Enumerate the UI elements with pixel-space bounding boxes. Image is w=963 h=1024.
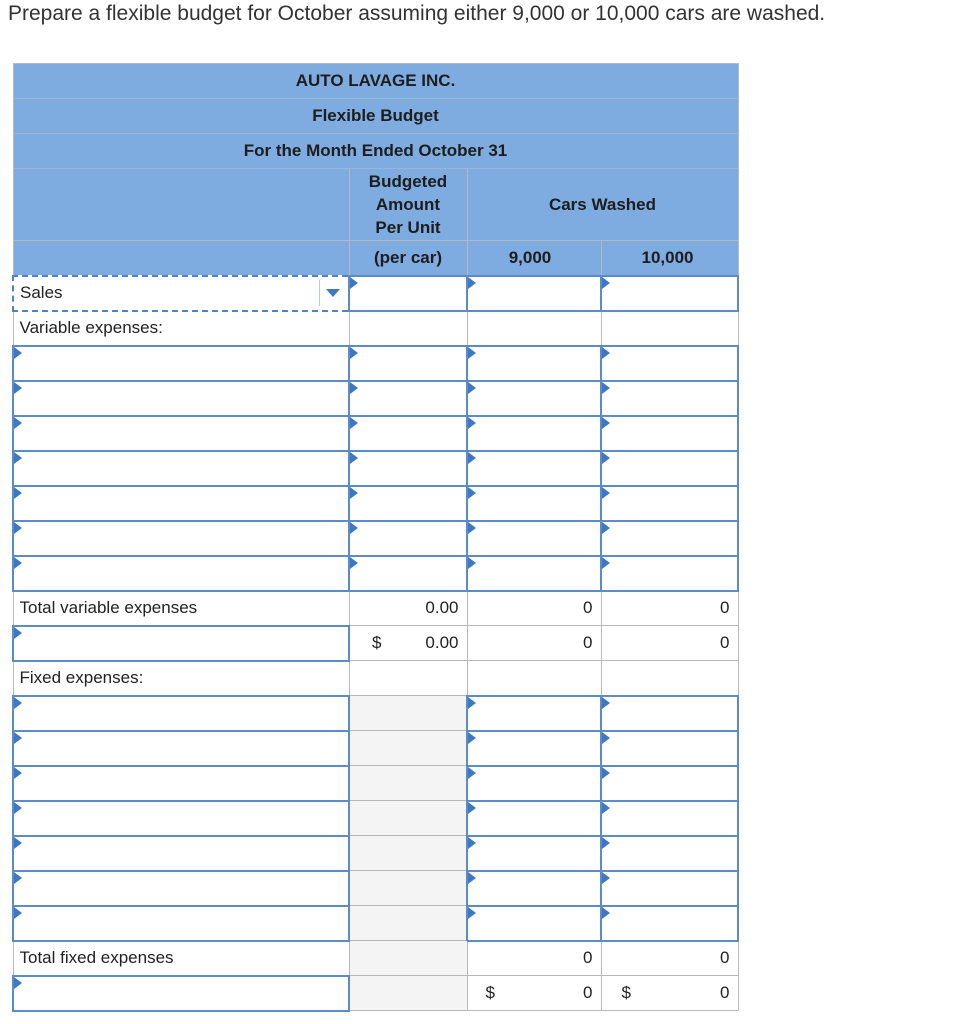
- fixed-expense-9000-input[interactable]: [467, 766, 601, 801]
- variable-expense-10000-input[interactable]: [601, 346, 738, 381]
- report-title: Flexible Budget: [13, 99, 738, 134]
- variable-expense-row: [13, 346, 738, 381]
- variable-expense-row: [13, 556, 738, 591]
- total-fixed-9000-value: 0: [467, 941, 601, 976]
- variable-expense-unit-input[interactable]: [349, 381, 467, 416]
- variable-expense-row: [13, 451, 738, 486]
- fixed-expense-row: [13, 836, 738, 871]
- per-car-header: (per car): [349, 241, 467, 276]
- sales-select-value: Sales: [20, 283, 63, 302]
- variable-expense-row: [13, 381, 738, 416]
- variable-expenses-label: Variable expenses:: [13, 311, 349, 346]
- sales-10000-input[interactable]: [601, 276, 738, 311]
- variable-expense-label-input[interactable]: [13, 346, 349, 381]
- col-10000-header: 10,000: [601, 241, 738, 276]
- total-variable-expenses-label: Total variable expenses: [13, 591, 349, 626]
- total-variable-10000-value: 0: [601, 591, 738, 626]
- flexible-budget-table: [12, 63, 739, 1012]
- fixed-unit-blank: [349, 661, 467, 696]
- variable-expense-10000-input[interactable]: [601, 556, 738, 591]
- net-income-9000-dollar-sign: $: [485, 983, 495, 1002]
- contribution-dollar-sign: $: [372, 633, 382, 652]
- fixed-expense-label-input[interactable]: [13, 906, 349, 941]
- variable-expense-9000-input[interactable]: [467, 451, 601, 486]
- total-variable-unit-value: 0.00: [349, 591, 467, 626]
- company-name: AUTO LAVAGE INC.: [13, 64, 738, 99]
- variable-expense-label-input[interactable]: [13, 451, 349, 486]
- fixed-expense-9000-input[interactable]: [467, 801, 601, 836]
- variable-expense-label-input[interactable]: [13, 486, 349, 521]
- report-period: For the Month Ended October 31: [13, 134, 738, 169]
- variable-expense-unit-input[interactable]: [349, 451, 467, 486]
- variable-unit-blank: [349, 311, 467, 346]
- variable-expense-10000-input[interactable]: [601, 381, 738, 416]
- variable-expense-unit-input[interactable]: [349, 416, 467, 451]
- variable-expense-10000-input[interactable]: [601, 486, 738, 521]
- variable-expense-10000-input[interactable]: [601, 416, 738, 451]
- net-income-label-input[interactable]: [13, 976, 349, 1011]
- budget-header-line3: Per Unit: [375, 218, 441, 237]
- col-9000-header: 9,000: [467, 241, 601, 276]
- fixed-expense-label-input[interactable]: [13, 871, 349, 906]
- total-fixed-unit-cell: [349, 941, 467, 976]
- variable-expense-label-input[interactable]: [13, 521, 349, 556]
- variable-expense-9000-input[interactable]: [467, 556, 601, 591]
- budget-header-line1: Budgeted: [368, 172, 448, 191]
- fixed-expense-unit-cell: [349, 871, 467, 906]
- fixed-expense-row: [13, 731, 738, 766]
- net-income-9000-cell: [467, 976, 601, 1011]
- net-income-9000-value: 0: [583, 983, 593, 1002]
- variable-expense-9000-input[interactable]: [467, 486, 601, 521]
- fixed-expense-row: [13, 906, 738, 941]
- fixed-expense-row: [13, 766, 738, 801]
- sales-select[interactable]: [13, 276, 349, 311]
- sales-9000-input[interactable]: [467, 276, 601, 311]
- variable-expense-9000-input[interactable]: [467, 521, 601, 556]
- fixed-expense-9000-input[interactable]: [467, 906, 601, 941]
- cars-washed-header: Cars Washed: [467, 169, 738, 241]
- instruction-text: Prepare a flexible budget for October assuming either 9,000 or 10,000 cars are washed.: [8, 2, 826, 25]
- contribution-label-input[interactable]: [13, 626, 349, 661]
- variable-expense-unit-input[interactable]: [349, 486, 467, 521]
- fixed-9000-blank: [467, 661, 601, 696]
- variable-10000-blank: [601, 311, 738, 346]
- budget-header-line2: Amount: [375, 195, 441, 214]
- fixed-expense-10000-input[interactable]: [601, 696, 738, 731]
- fixed-expense-9000-input[interactable]: [467, 731, 601, 766]
- fixed-expense-10000-input[interactable]: [601, 836, 738, 871]
- header-blank: [13, 169, 349, 241]
- contribution-unit-cell: [349, 626, 467, 661]
- sales-unit-input[interactable]: [349, 276, 467, 311]
- fixed-expense-10000-input[interactable]: [601, 801, 738, 836]
- variable-expense-9000-input[interactable]: [467, 416, 601, 451]
- total-fixed-10000-value: 0: [601, 941, 738, 976]
- fixed-expenses-label: Fixed expenses:: [13, 661, 349, 696]
- fixed-expense-row: [13, 871, 738, 906]
- fixed-expense-9000-input[interactable]: [467, 871, 601, 906]
- header-blank-2: [13, 241, 349, 276]
- variable-expense-label-input[interactable]: [13, 381, 349, 416]
- fixed-expense-10000-input[interactable]: [601, 906, 738, 941]
- fixed-expense-row: [13, 801, 738, 836]
- variable-9000-blank: [467, 311, 601, 346]
- fixed-expense-label-input[interactable]: [13, 731, 349, 766]
- variable-expense-unit-input[interactable]: [349, 556, 467, 591]
- fixed-expense-unit-cell: [349, 801, 467, 836]
- variable-expense-10000-input[interactable]: [601, 451, 738, 486]
- variable-expense-9000-input[interactable]: [467, 381, 601, 416]
- variable-expense-row: [13, 521, 738, 556]
- fixed-expense-label-input[interactable]: [13, 696, 349, 731]
- contribution-10000-value: 0: [601, 626, 738, 661]
- variable-expense-label-input[interactable]: [13, 556, 349, 591]
- net-income-unit-cell: [349, 976, 467, 1011]
- variable-expense-row: [13, 416, 738, 451]
- fixed-10000-blank: [601, 661, 738, 696]
- variable-expense-row: [13, 486, 738, 521]
- fixed-expense-10000-input[interactable]: [601, 731, 738, 766]
- variable-expense-label-input[interactable]: [13, 416, 349, 451]
- fixed-expense-9000-input[interactable]: [467, 836, 601, 871]
- variable-expense-10000-input[interactable]: [601, 521, 738, 556]
- variable-expense-unit-input[interactable]: [349, 521, 467, 556]
- variable-expense-unit-input[interactable]: [349, 346, 467, 381]
- chevron-down-icon[interactable]: [319, 280, 346, 306]
- fixed-expense-label-input[interactable]: [13, 801, 349, 836]
- total-fixed-expenses-label: Total fixed expenses: [13, 941, 349, 976]
- fixed-expense-unit-cell: [349, 696, 467, 731]
- net-income-10000-dollar-sign: $: [621, 983, 631, 1002]
- fixed-expense-10000-input[interactable]: [601, 766, 738, 801]
- contribution-9000-value: 0: [467, 626, 601, 661]
- fixed-expense-unit-cell: [349, 731, 467, 766]
- fixed-expense-unit-cell: [349, 836, 467, 871]
- contribution-unit-value: 0.00: [425, 633, 459, 652]
- fixed-expense-unit-cell: [349, 906, 467, 941]
- net-income-10000-value: 0: [720, 983, 730, 1002]
- fixed-expense-row: [13, 696, 738, 731]
- budget-per-unit-header: [349, 169, 467, 241]
- fixed-expense-label-input[interactable]: [13, 766, 349, 801]
- fixed-expense-unit-cell: [349, 766, 467, 801]
- fixed-expense-label-input[interactable]: [13, 836, 349, 871]
- total-variable-9000-value: 0: [467, 591, 601, 626]
- fixed-expense-10000-input[interactable]: [601, 871, 738, 906]
- fixed-expense-9000-input[interactable]: [467, 696, 601, 731]
- variable-expense-9000-input[interactable]: [467, 346, 601, 381]
- net-income-10000-cell: [601, 976, 738, 1011]
